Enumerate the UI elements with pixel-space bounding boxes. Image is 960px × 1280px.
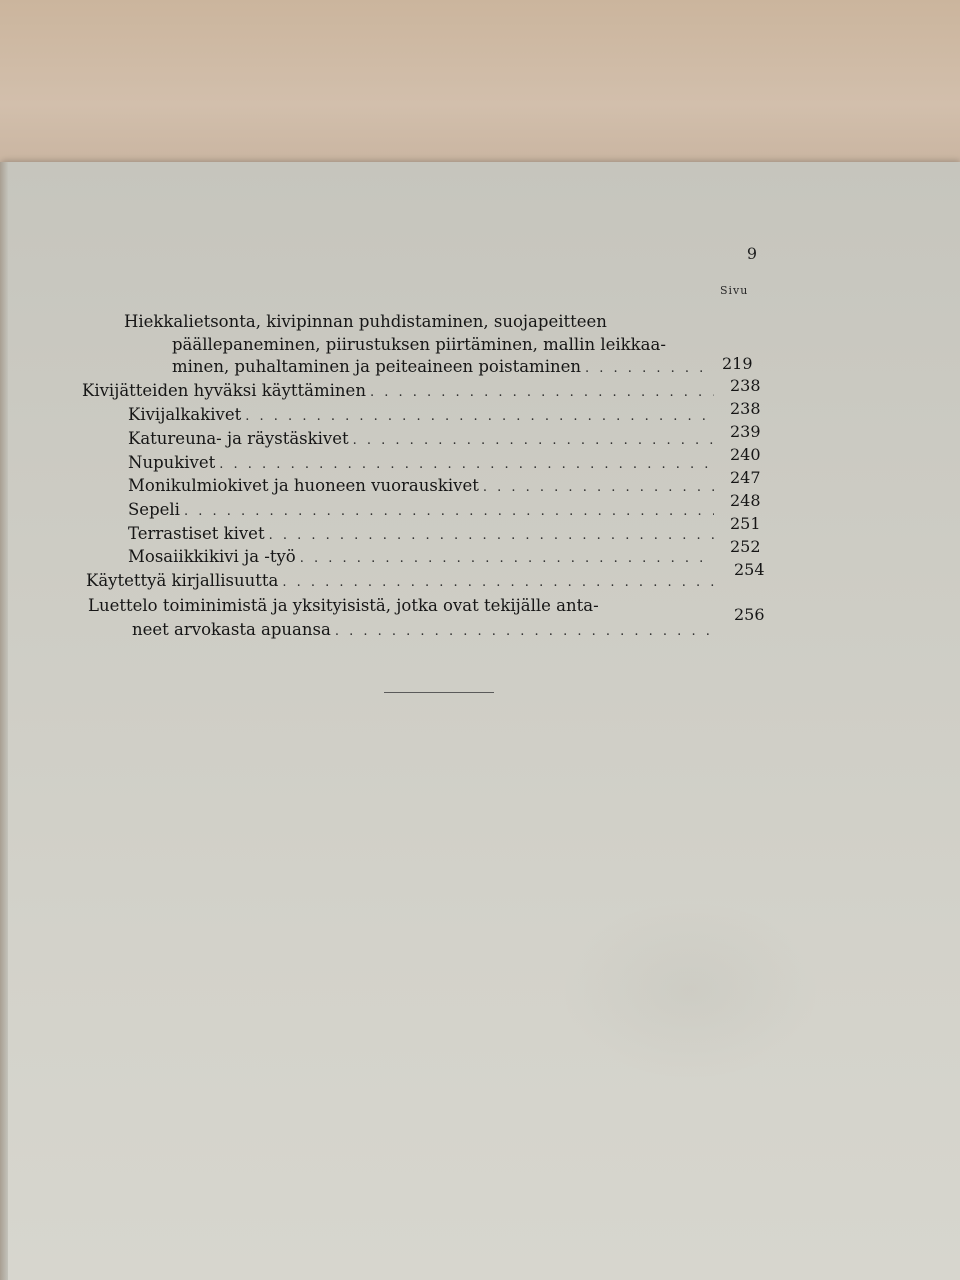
dot-leader <box>282 571 714 595</box>
toc-entry-text: Kivijätteiden hyväksi käyttäminen <box>82 381 366 400</box>
table-of-contents <box>0 300 960 660</box>
toc-entry-monikulmiokivet <box>128 474 720 498</box>
toc-entry-kaytettya-kirjallisuutta <box>86 569 720 593</box>
section-divider-rule <box>384 692 494 693</box>
toc-entry-hiekkalietsonta-line-1: Hiekkalietsonta, kivipinnan puhdistaminen, suojapeitteen <box>124 312 607 331</box>
toc-page-219: 219 <box>722 354 753 373</box>
dot-leader <box>483 476 714 500</box>
toc-entry-text: Katureuna- ja räystäskivet <box>128 429 349 448</box>
toc-entry-text: Terrastiset kivet <box>128 524 265 543</box>
toc-page-251: 251 <box>730 514 761 533</box>
toc-page-239: 239 <box>730 422 761 441</box>
dot-leader <box>370 381 714 405</box>
toc-entry-katureuna <box>128 427 720 451</box>
toc-entry-text: minen, puhaltaminen ja peiteaineen poistaminen <box>172 357 582 376</box>
toc-page-238b: 238 <box>730 399 761 418</box>
page-column-header: Sivu <box>720 284 749 297</box>
toc-entry-text: Käytettyä kirjallisuutta <box>86 571 279 590</box>
toc-entry-text: Nupukivet <box>128 453 216 472</box>
toc-page-248: 248 <box>730 491 761 510</box>
toc-entry-text: Monikulmiokivet ja huoneen vuorauskivet <box>128 476 479 495</box>
toc-entry-hiekkalietsonta-line-2: päällepaneminen, piirustuksen piirtäminen, mallin leikkaa- <box>172 335 666 354</box>
toc-entry-luettelo-line-2 <box>132 618 720 642</box>
toc-page-238a: 238 <box>730 376 761 395</box>
toc-page-256: 256 <box>734 605 765 624</box>
toc-page-240: 240 <box>730 445 761 464</box>
dot-leader <box>184 500 714 524</box>
toc-entry-luettelo-line-1: Luettelo toiminimistä ja yksityisistä, jotka ovat tekijälle anta- <box>88 596 599 615</box>
toc-entry-text: Sepeli <box>128 500 180 519</box>
toc-entry-text: Mosaiikkikivi ja -työ <box>128 547 296 566</box>
toc-entry-nupukivet <box>128 451 720 475</box>
dot-leader <box>300 547 714 571</box>
toc-entry-sepeli <box>128 498 720 522</box>
toc-page-247: 247 <box>730 468 761 487</box>
toc-entry-text: Kivijalkakivet <box>128 405 242 424</box>
toc-page-252: 252 <box>730 537 761 556</box>
toc-entry-kivijatteiden <box>82 379 720 403</box>
toc-entry-kivijalkakivet <box>128 403 720 427</box>
toc-entry-hiekkalietsonta-line-3 <box>172 355 720 379</box>
dot-leader <box>353 429 714 453</box>
table-surface <box>0 0 960 175</box>
toc-page-254: 254 <box>734 560 765 579</box>
toc-entry-mosaiikkikivi <box>128 545 720 569</box>
paper-stain <box>560 900 820 1080</box>
dot-leader <box>245 405 714 429</box>
dot-leader <box>335 620 714 644</box>
page-number: 9 <box>746 244 758 263</box>
toc-entry-terrastiset <box>128 522 720 546</box>
toc-entry-text: neet arvokasta apuansa <box>132 620 331 639</box>
dot-leader <box>585 357 714 381</box>
